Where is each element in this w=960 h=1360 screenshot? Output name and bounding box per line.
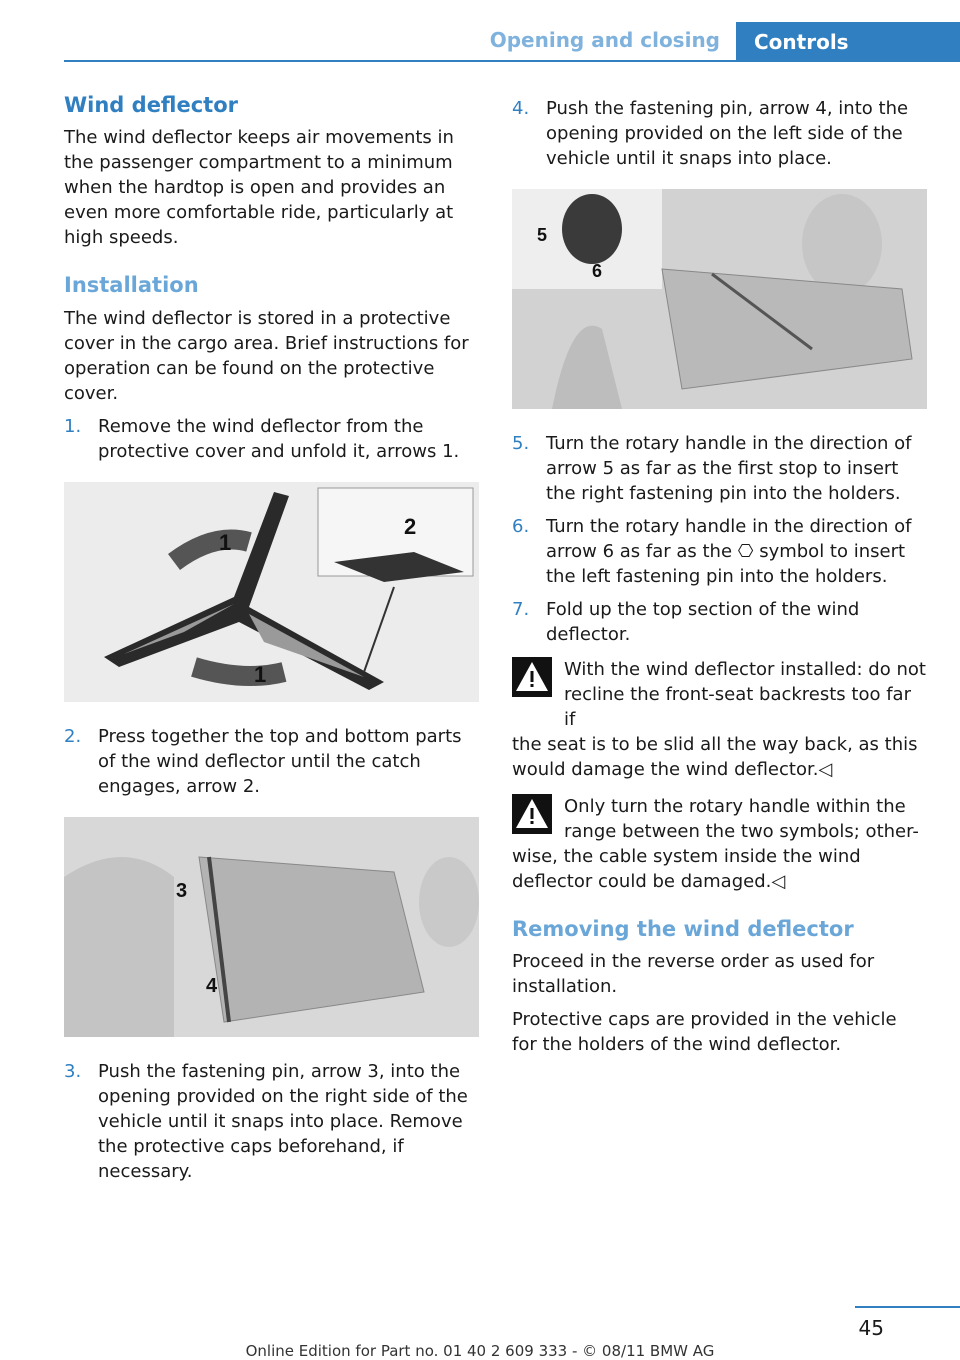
unfold-illustration — [64, 482, 479, 702]
section-title: Opening and closing — [489, 28, 720, 52]
step-text: Turn the rotary handle in the direction of arrow 5 as far as the first stop to insert the right fastening pin into the holders. — [546, 433, 912, 504]
arrow-label-1b: 1 — [254, 661, 267, 687]
step-6 — [512, 514, 927, 589]
arrow-label-1: 1 — [219, 529, 232, 555]
left-column — [64, 92, 479, 1192]
warning-triangle-icon — [512, 794, 552, 844]
warning-text-lead: With the wind deflector installed: do not recline the front-seat backrests too far if — [564, 659, 926, 730]
removing-heading: Removing the wind deflector — [512, 917, 854, 941]
page-header — [0, 0, 960, 62]
warning-text-rest: wise, the cable system inside the wind deflector could be damaged.◁ — [512, 846, 861, 892]
installation-heading: Installation — [64, 273, 199, 298]
warning-rotary-handle — [512, 794, 927, 844]
warning-triangle-icon — [512, 657, 552, 732]
step-number: 1. — [64, 415, 82, 437]
step-2 — [64, 724, 479, 799]
step-number: 4. — [512, 98, 530, 119]
installation-intro: The wind deflector is stored in a protective cover in the cargo area. Brief instructions for operation can be found on the protective cover. — [64, 307, 469, 404]
warning-text-rest: the seat is to be slid all the way back, as this would damage the wind deflector.◁ — [512, 734, 918, 780]
figure-unfold-deflector — [64, 482, 479, 702]
removing-paragraph-2: Protective caps are provided in the vehicle for the holders of the wind deflector. — [512, 1009, 897, 1056]
wind-deflector-heading: Wind deflector — [64, 93, 239, 117]
arrow-label-6: 6 — [592, 261, 603, 281]
warning-text-lead: Only turn the rotary handle within the range between the two symbols; other- — [564, 796, 919, 842]
right-pin-illustration — [64, 817, 479, 1037]
removing-paragraph-1: Proceed in the reverse order as used for installation. — [512, 951, 875, 998]
step-text: Press together the top and bottom parts of the wind deflector until the catch engages, arrow 2. — [98, 725, 462, 797]
intro-paragraph: The wind deflector keeps air movements in the passenger compartment to a minimum when the hardtop is open and provides an even more comfortable ride, particularly at high speeds. — [64, 127, 454, 249]
step-number: 2. — [64, 725, 82, 747]
step-5 — [512, 431, 927, 506]
step-text: Remove the wind deflector from the protective cover and unfold it, arrows 1. — [98, 415, 460, 462]
step-1 — [64, 414, 479, 464]
warning-backrest — [512, 657, 927, 732]
figure-right-pin — [64, 817, 479, 1037]
step-text: Push the fastening pin, arrow 4, into the opening provided on the left side of the vehicle until it snaps into place. — [546, 98, 909, 169]
edition-line: Online Edition for Part no. 01 40 2 609 333 - © 08/11 BMW AG — [245, 1342, 715, 1360]
step-3 — [64, 1059, 479, 1184]
step-number: 7. — [512, 599, 530, 620]
step-text: Fold up the top section of the wind deflector. — [546, 599, 860, 645]
footer-rule — [855, 1306, 960, 1308]
chapter-tab: Controls — [736, 22, 960, 62]
step-text: Push the fastening pin, arrow 3, into the opening provided on the right side of the vehicle until it snaps into place. Remove the protective caps beforehand, if necessary. — [98, 1060, 468, 1182]
arrow-label-3: 3 — [176, 879, 188, 902]
step-number: 3. — [64, 1060, 82, 1082]
arrow-label-4: 4 — [206, 974, 218, 997]
step-text: Turn the rotary handle in the direction of arrow 6 as far as the ⎔ symbol to insert the left fastening pin into the holders. — [546, 516, 912, 587]
step-number: 6. — [512, 516, 530, 537]
arrow-label-5: 5 — [537, 225, 548, 245]
right-column — [512, 96, 927, 1065]
left-pin-illustration — [512, 189, 927, 409]
figure-left-pin — [512, 189, 927, 409]
step-7 — [512, 597, 927, 647]
arrow-label-2: 2 — [404, 513, 417, 539]
step-number: 5. — [512, 433, 530, 454]
step-4 — [512, 96, 927, 171]
page-number: 45 — [858, 1316, 884, 1340]
